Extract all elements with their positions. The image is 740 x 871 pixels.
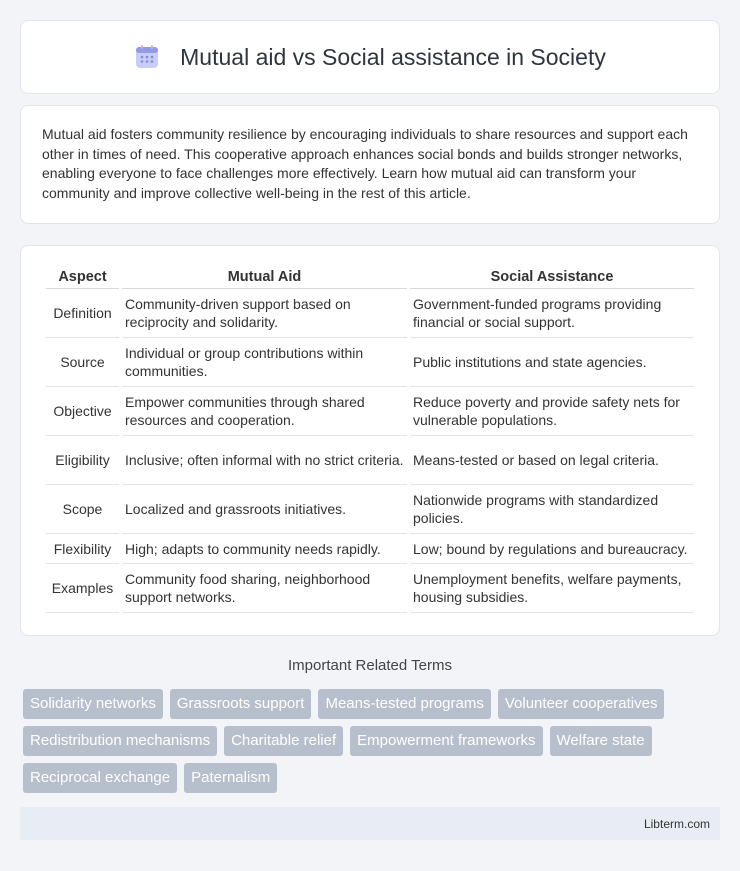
page-title: Mutual aid vs Social assistance in Society xyxy=(180,43,606,70)
tag-grassroots-support[interactable]: Grassroots support xyxy=(170,689,312,719)
aspect-cell: Definition xyxy=(46,289,119,338)
aspect-cell: Scope xyxy=(46,485,119,534)
tag-empowerment-frameworks[interactable]: Empowerment frameworks xyxy=(350,726,542,756)
aspect-cell: Objective xyxy=(46,387,119,436)
social-assistance-cell: Public institutions and state agencies. xyxy=(410,338,694,387)
column-header-social-assistance: Social Assistance xyxy=(410,266,694,289)
intro-card xyxy=(20,105,720,224)
column-header-aspect: Aspect xyxy=(46,266,119,289)
social-assistance-cell: Low; bound by regulations and bureaucracy. xyxy=(410,534,694,564)
social-assistance-cell: Government-funded programs providing financial or social support. xyxy=(410,289,694,338)
aspect-cell: Examples xyxy=(46,564,119,613)
social-assistance-cell: Nationwide programs with standardized policies. xyxy=(410,485,694,534)
aspect-cell: Flexibility xyxy=(46,534,119,564)
tag-means-tested-programs[interactable]: Means-tested programs xyxy=(318,689,490,719)
comparison-table xyxy=(43,266,697,613)
mutual-aid-cell: Community food sharing, neighborhood support networks. xyxy=(122,564,407,613)
mutual-aid-cell: Inclusive; often informal with no strict criteria. xyxy=(122,436,407,485)
column-header-mutual-aid: Mutual Aid xyxy=(122,266,407,289)
table-header-row xyxy=(46,266,694,289)
tag-redistribution-mechanisms[interactable]: Redistribution mechanisms xyxy=(23,726,217,756)
tag-charitable-relief[interactable]: Charitable relief xyxy=(224,726,343,756)
tag-welfare-state[interactable]: Welfare state xyxy=(550,726,652,756)
table-row xyxy=(46,534,694,564)
table-row xyxy=(46,436,694,485)
comparison-table-card xyxy=(20,245,720,636)
tag-paternalism[interactable]: Paternalism xyxy=(184,763,277,793)
social-assistance-cell: Means-tested or based on legal criteria. xyxy=(410,436,694,485)
mutual-aid-cell: Empower communities through shared resources and cooperation. xyxy=(122,387,407,436)
mutual-aid-cell: Community-driven support based on reciprocity and solidarity. xyxy=(122,289,407,338)
table-row xyxy=(46,485,694,534)
calendar-grid-icon xyxy=(134,44,160,70)
footer-site-link[interactable]: Libterm.com xyxy=(643,816,710,831)
tag-volunteer-cooperatives[interactable]: Volunteer cooperatives xyxy=(498,689,665,719)
related-terms-tags xyxy=(23,689,723,793)
social-assistance-cell: Reduce poverty and provide safety nets for vulnerable populations. xyxy=(410,387,694,436)
tag-reciprocal-exchange[interactable]: Reciprocal exchange xyxy=(23,763,177,793)
table-row xyxy=(46,564,694,613)
mutual-aid-cell: Localized and grassroots initiatives. xyxy=(122,485,407,534)
mutual-aid-cell: High; adapts to community needs rapidly. xyxy=(122,534,407,564)
aspect-cell: Eligibility xyxy=(46,436,119,485)
mutual-aid-cell: Individual or group contributions within communities. xyxy=(122,338,407,387)
tag-solidarity-networks[interactable]: Solidarity networks xyxy=(23,689,163,719)
intro-paragraph: Mutual aid fosters community resilience by encouraging individuals to share resources and support each other in times of need. This cooperative approach enhances social bonds and builds stronger networks, enabling everyone to face challenges more effectively. Learn how mutual aid can transform your community and improve collective well-being in the rest of this article. xyxy=(42,126,688,201)
footer xyxy=(20,807,720,840)
table-row xyxy=(46,387,694,436)
header-card xyxy=(20,20,720,94)
social-assistance-cell: Unemployment benefits, welfare payments, housing subsidies. xyxy=(410,564,694,613)
table-row xyxy=(46,338,694,387)
table-row xyxy=(46,289,694,338)
aspect-cell: Source xyxy=(46,338,119,387)
related-terms-heading: Important Related Terms xyxy=(288,657,452,674)
title-wrap xyxy=(134,44,606,71)
